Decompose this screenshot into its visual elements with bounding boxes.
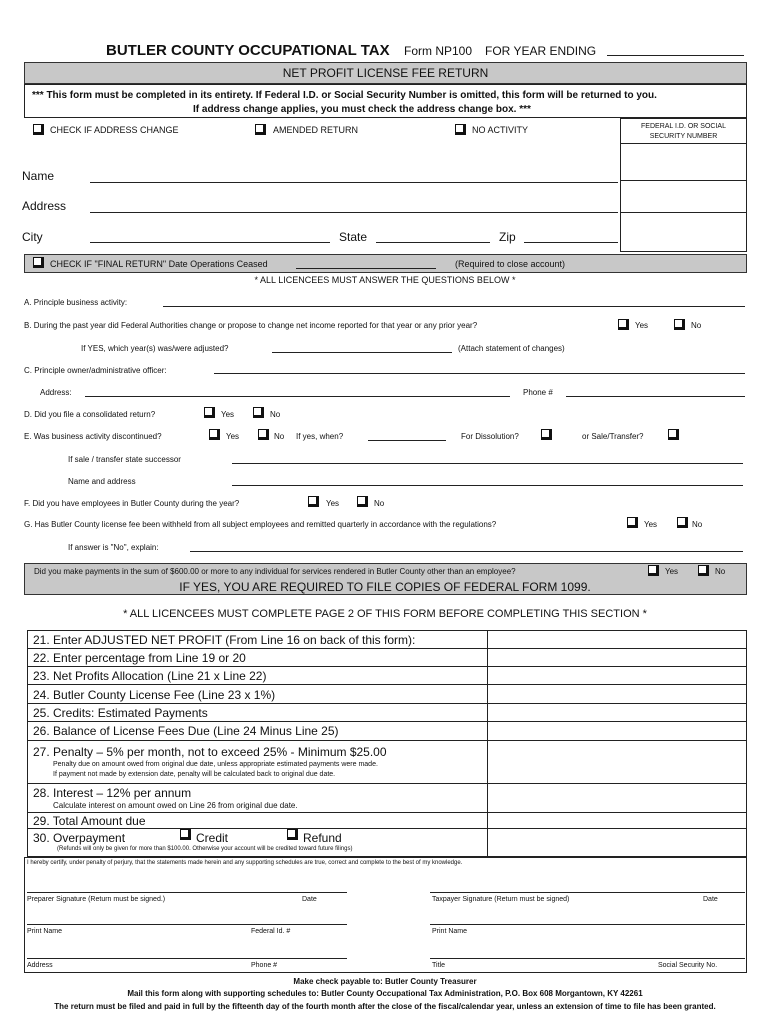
line-25-amount-field[interactable] bbox=[488, 704, 746, 721]
yes-label: Yes bbox=[635, 321, 649, 330]
name-label: Name bbox=[22, 169, 55, 183]
sale-transfer-checkbox[interactable] bbox=[668, 429, 679, 440]
no-label: No bbox=[274, 432, 285, 441]
line-30-note: (Refunds will only be given for more than $100.00. Otherwise your account will be credited toward future filings) bbox=[57, 846, 353, 852]
form-1099-requirement: IF YES, YOU ARE REQUIRED TO FILE COPIES OF FEDERAL FORM 1099. bbox=[179, 580, 591, 594]
certification-box bbox=[24, 857, 747, 973]
ssn-label: SECURITY NUMBER bbox=[649, 133, 718, 140]
successor-label: If sale / transfer state successor bbox=[68, 455, 181, 464]
line-27-label: 27. Penalty – 5% per month, not to exceed 25% - Minimum $25.00 bbox=[33, 745, 387, 759]
notice-line2: If address change applies, you must check the address change box. *** bbox=[193, 104, 531, 115]
question-c: C. Principle owner/administrative officer: bbox=[24, 366, 167, 375]
dissolution-checkbox[interactable] bbox=[541, 429, 552, 440]
yes-label: Yes bbox=[226, 432, 240, 441]
question-d: D. Did you file a consolidated return? bbox=[24, 410, 156, 419]
page2-notice: * ALL LICENCEES MUST COMPLETE PAGE 2 OF THIS FORM BEFORE COMPLETING THIS SECTION * bbox=[123, 608, 647, 620]
line-24-label: 24. Butler County License Fee (Line 23 x 1%) bbox=[33, 688, 276, 702]
preparer-address-field[interactable] bbox=[27, 958, 347, 959]
federal-id-label: FEDERAL I.D. OR SOCIAL bbox=[641, 123, 726, 130]
taxpayer-title-field[interactable] bbox=[430, 958, 745, 959]
banner bbox=[24, 62, 747, 84]
question-f-yes-checkbox[interactable] bbox=[308, 496, 319, 507]
address-change-label: CHECK IF ADDRESS CHANGE bbox=[50, 125, 179, 135]
question-d-yes-checkbox[interactable] bbox=[204, 407, 215, 418]
question-g-sub: If answer is "No", explain: bbox=[68, 543, 159, 552]
line-22-amount-field[interactable] bbox=[488, 649, 746, 666]
question-g: G. Has Butler County license fee been withheld from all subject employees and remitted quarterly in accordance with the regulations? bbox=[24, 520, 497, 529]
federal-id-divider bbox=[620, 212, 747, 213]
form-1099-no-checkbox[interactable] bbox=[698, 565, 709, 576]
taxpayer-date-label: Date bbox=[703, 896, 718, 903]
line-23-label: 23. Net Profits Allocation (Line 21 x Line 22) bbox=[33, 669, 267, 683]
line-28-amount-field[interactable] bbox=[488, 784, 746, 812]
question-g-yes-checkbox[interactable] bbox=[627, 517, 638, 528]
owner-officer-field[interactable] bbox=[214, 373, 745, 374]
no-activity-label: NO ACTIVITY bbox=[472, 125, 529, 135]
dissolution-label: For Dissolution? bbox=[461, 432, 519, 441]
address-field[interactable] bbox=[90, 212, 618, 213]
federal-id-number-label: Federal Id. # bbox=[251, 928, 291, 935]
taxpayer-signature-label: Taxpayer Signature (Return must be signed) bbox=[432, 896, 570, 903]
adjusted-years-field[interactable] bbox=[272, 352, 452, 353]
successor-name-address-label: Name and address bbox=[68, 477, 136, 486]
discontinued-when-field[interactable] bbox=[368, 440, 446, 441]
refund-label: Refund bbox=[303, 831, 342, 845]
line-28-label: 28. Interest – 12% per annum bbox=[33, 786, 192, 800]
preparer-signature-field[interactable] bbox=[27, 892, 347, 893]
due-date-note: The return must be filed and paid in full by the fifteenth day of the fourth month after the close of the fiscal/calendar year, unless an extension of time to file has been granted. bbox=[54, 1002, 716, 1011]
owner-phone-field[interactable] bbox=[566, 396, 745, 397]
yes-label: Yes bbox=[644, 520, 658, 529]
city-label: City bbox=[22, 230, 43, 244]
line-21-label: 21. Enter ADJUSTED NET PROFIT (From Line 16 on back of this form): bbox=[33, 633, 416, 647]
business-activity-field[interactable] bbox=[163, 306, 745, 307]
question-g-no-checkbox[interactable] bbox=[677, 517, 688, 528]
preparer-phone-label: Phone # bbox=[251, 962, 278, 969]
credit-label: Credit bbox=[196, 831, 229, 845]
successor-field[interactable] bbox=[232, 463, 743, 464]
line-24-amount-field[interactable] bbox=[488, 685, 746, 703]
yes-label: Yes bbox=[221, 410, 235, 419]
no-label: No bbox=[715, 567, 726, 576]
question-e-no-checkbox[interactable] bbox=[258, 429, 269, 440]
year-ending-label: FOR YEAR ENDING bbox=[485, 44, 597, 58]
address-label: Address bbox=[22, 199, 67, 213]
question-e: E. Was business activity discontinued? bbox=[24, 432, 162, 441]
question-b-sub: If YES, which year(s) was/were adjusted? bbox=[81, 344, 229, 353]
owner-address-field[interactable] bbox=[85, 396, 510, 397]
date-ceased-field[interactable] bbox=[296, 268, 436, 269]
final-return-label: CHECK IF "FINAL RETURN" Date Operations Ceased bbox=[50, 259, 268, 269]
zip-label: Zip bbox=[499, 230, 516, 244]
line-23-amount-field[interactable] bbox=[488, 667, 746, 684]
successor-name-address-field[interactable] bbox=[232, 485, 743, 486]
form-1099-question: Did you make payments in the sum of $600.00 or more to any individual for services rendered in Butler County other than an employee? bbox=[34, 567, 516, 576]
preparer-date-label: Date bbox=[302, 896, 317, 903]
line-30-label: 30. Overpayment bbox=[33, 831, 126, 845]
final-return-checkbox[interactable] bbox=[33, 257, 44, 268]
line-21-amount-field[interactable] bbox=[488, 631, 746, 648]
question-b-no-checkbox[interactable] bbox=[674, 319, 685, 330]
final-return-required: (Required to close account) bbox=[455, 259, 566, 269]
year-ending-field[interactable] bbox=[607, 55, 744, 56]
print-name-label: Print Name bbox=[27, 928, 63, 935]
question-b-yes-checkbox[interactable] bbox=[618, 319, 629, 330]
owner-phone-label: Phone # bbox=[523, 388, 553, 397]
preparer-address-label: Address bbox=[27, 962, 53, 969]
explain-field[interactable] bbox=[190, 551, 743, 552]
title-label: Title bbox=[432, 962, 445, 969]
notice-line1: *** This form must be completed in its entirety. If Federal I.D. or Social Security Number is omitted, this form will be returned to you. bbox=[32, 90, 657, 101]
attach-statement-note: (Attach statement of changes) bbox=[458, 344, 565, 353]
discontinued-when-label: If yes, when? bbox=[296, 432, 344, 441]
form-1099-yes-checkbox[interactable] bbox=[648, 565, 659, 576]
no-label: No bbox=[374, 499, 385, 508]
address-change-checkbox[interactable] bbox=[33, 124, 44, 135]
form-title: BUTLER COUNTY OCCUPATIONAL TAX bbox=[106, 42, 390, 59]
state-field[interactable] bbox=[376, 242, 490, 243]
line-25-label: 25. Credits: Estimated Payments bbox=[33, 706, 208, 720]
question-b: B. During the past year did Federal Authorities change or propose to change net income reported for that year or any prior year? bbox=[24, 321, 478, 330]
preparer-print-name-field[interactable] bbox=[27, 924, 347, 925]
taxpayer-print-name-field[interactable] bbox=[430, 924, 745, 925]
line-30-amount-field[interactable] bbox=[488, 829, 746, 856]
name-field[interactable] bbox=[90, 182, 618, 183]
line-29-label: 29. Total Amount due bbox=[33, 814, 146, 828]
federal-id-divider bbox=[620, 143, 747, 144]
zip-field[interactable] bbox=[524, 242, 618, 243]
amended-return-checkbox[interactable] bbox=[255, 124, 266, 135]
yes-label: Yes bbox=[665, 567, 679, 576]
line-29-amount-field[interactable] bbox=[488, 813, 746, 828]
line-28-note1: Calculate interest on amount owed on Line 26 from original due date. bbox=[53, 801, 298, 810]
questions-intro: * ALL LICENCEES MUST ANSWER THE QUESTIONS BELOW * bbox=[254, 275, 516, 285]
yes-label: Yes bbox=[326, 499, 340, 508]
state-label: State bbox=[339, 230, 368, 244]
no-label: No bbox=[692, 520, 703, 529]
mail-note: Mail this form along with supporting schedules to: Butler County Occupational Tax Administration, P.O. Box 608 Morgantown, KY 42261 bbox=[127, 989, 643, 998]
overpayment-refund-checkbox[interactable] bbox=[287, 829, 298, 840]
owner-address-label: Address: bbox=[40, 388, 72, 397]
line-22-label: 22. Enter percentage from Line 19 or 20 bbox=[33, 651, 246, 665]
city-field[interactable] bbox=[90, 242, 330, 243]
certification-statement: I hereby certify, under penalty of perjury, that the statements made herein and any supporting schedules are true, correct and complete to the best of my knowledge. bbox=[27, 860, 463, 866]
form-number: Form NP100 bbox=[404, 44, 473, 58]
print-name-label: Print Name bbox=[432, 928, 468, 935]
question-d-no-checkbox[interactable] bbox=[253, 407, 264, 418]
amended-return-label: AMENDED RETURN bbox=[273, 125, 359, 135]
line-27-amount-field[interactable] bbox=[488, 741, 746, 783]
banner-title: NET PROFIT LICENSE FEE RETURN bbox=[282, 66, 489, 80]
line-26-amount-field[interactable] bbox=[488, 722, 746, 740]
sale-transfer-label: or Sale/Transfer? bbox=[582, 432, 644, 441]
no-label: No bbox=[691, 321, 702, 330]
no-activity-checkbox[interactable] bbox=[455, 124, 466, 135]
preparer-signature-label: Preparer Signature (Return must be signed.) bbox=[27, 896, 166, 903]
no-label: No bbox=[270, 410, 281, 419]
line-26-label: 26. Balance of License Fees Due (Line 24 Minus Line 25) bbox=[33, 724, 339, 738]
question-f: F. Did you have employees in Butler County during the year? bbox=[24, 499, 240, 508]
question-f-no-checkbox[interactable] bbox=[357, 496, 368, 507]
overpayment-credit-checkbox[interactable] bbox=[180, 829, 191, 840]
question-e-yes-checkbox[interactable] bbox=[209, 429, 220, 440]
taxpayer-signature-field[interactable] bbox=[430, 892, 745, 893]
line-27-note2: If payment not made by extension date, penalty will be calculated back to original due date. bbox=[53, 771, 336, 778]
federal-id-divider bbox=[620, 180, 747, 181]
payable-note: Make check payable to: Butler County Treasurer bbox=[293, 977, 477, 986]
ssn-label: Social Security No. bbox=[658, 962, 718, 969]
question-a: A. Principle business activity: bbox=[24, 298, 128, 307]
line-27-note1: Penalty due on amount owed from original due date, unless appropriate estimated payments were made. bbox=[53, 761, 378, 768]
